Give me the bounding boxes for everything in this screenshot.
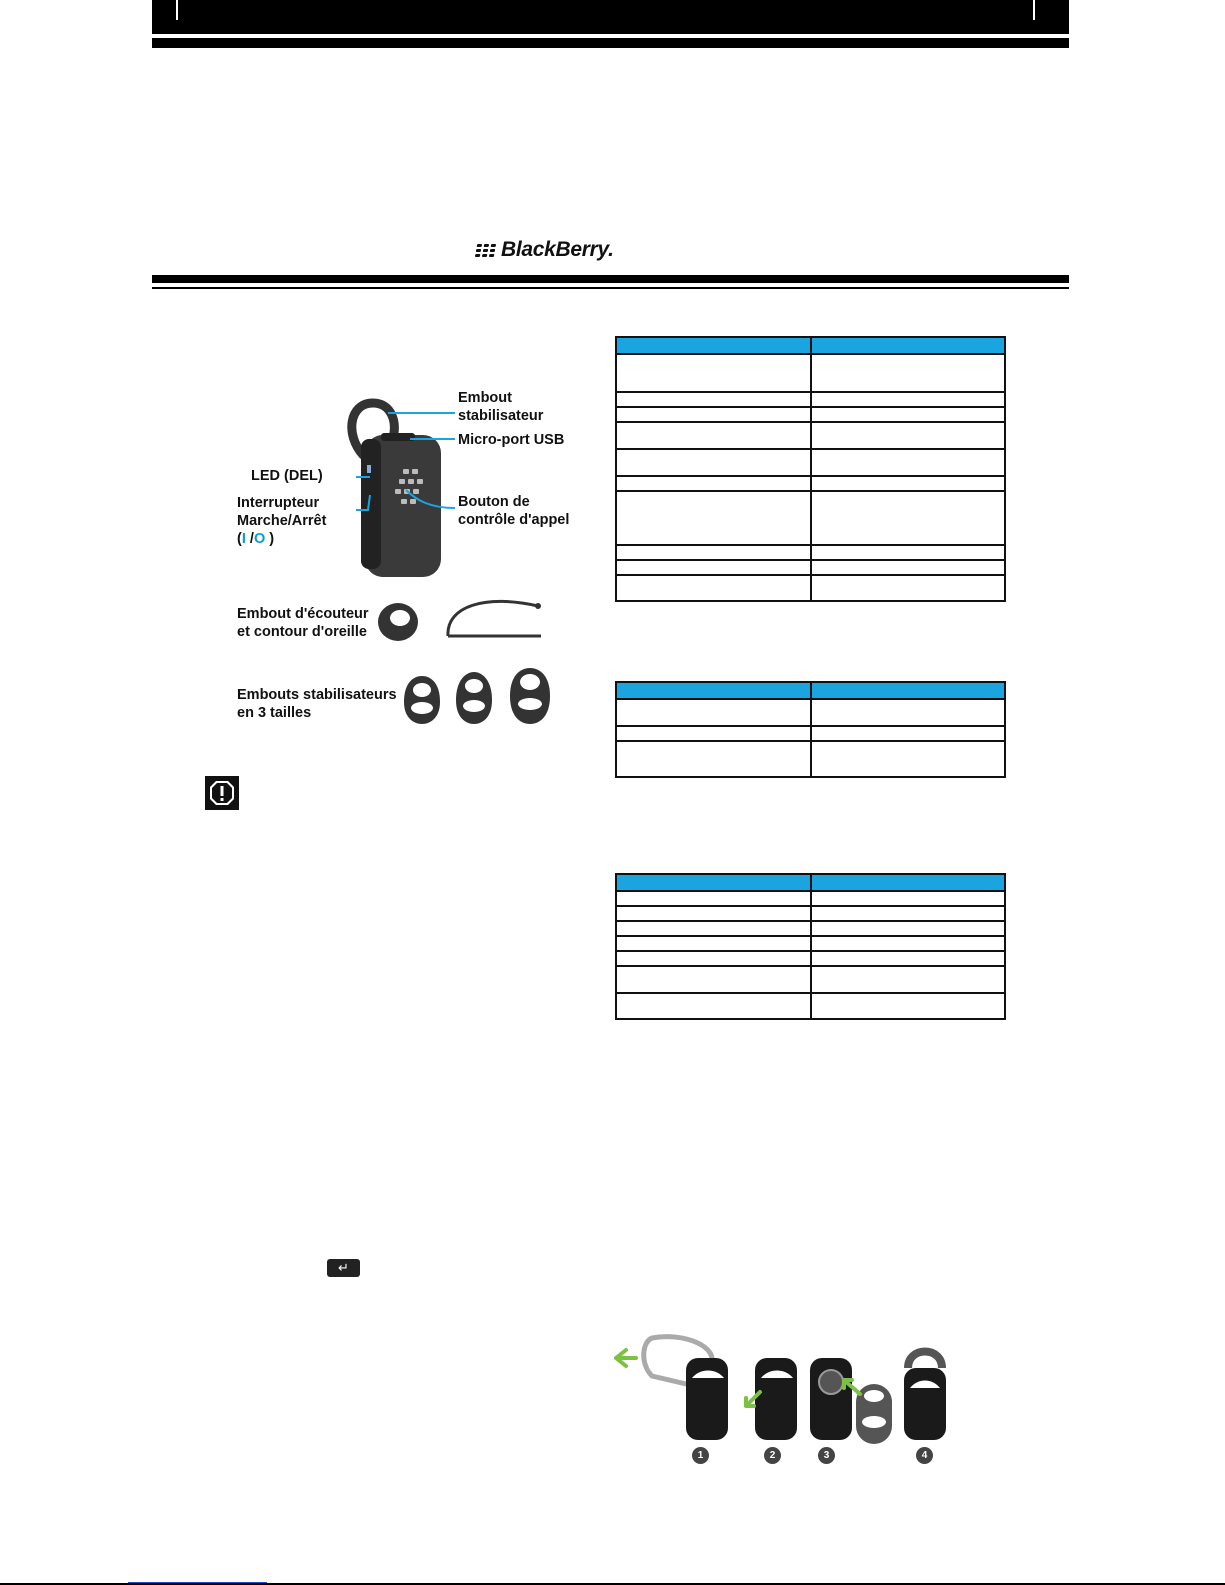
label-embouts-tailles: Embouts stabilisateurs en 3 tailles	[237, 687, 397, 721]
spec-table-1	[615, 336, 1006, 602]
ear-tip-and-ear-hook-illustration	[376, 596, 546, 644]
warning-icon	[205, 776, 239, 810]
stabilizer-tips-illustration	[400, 668, 552, 728]
ear-tip-steps-illustration	[612, 1328, 972, 1448]
label-led: LED (DEL)	[251, 468, 323, 484]
label-bouton-controle: Bouton de contrôle d'appel	[458, 494, 570, 528]
crop-mark	[1033, 0, 1035, 20]
brand-name: BlackBerry.	[501, 238, 614, 261]
step-number: 1	[692, 1447, 709, 1464]
step-number: 2	[764, 1447, 781, 1464]
step-number: 3	[818, 1447, 835, 1464]
top-rule	[152, 38, 1069, 48]
section-rule	[152, 275, 1069, 283]
label-embout-stabilisateur: Embout stabilisateur	[458, 390, 544, 424]
enter-key-icon: ↵	[327, 1259, 360, 1277]
step-number: 4	[916, 1447, 933, 1464]
label-interrupteur: Interrupteur Marche/Arrêt (I /O )	[237, 495, 327, 547]
blackberry-logo	[476, 238, 614, 262]
top-banner	[152, 0, 1069, 34]
bottom-link-underline[interactable]	[128, 1582, 267, 1583]
spec-table-3	[615, 873, 1006, 1020]
crop-mark	[176, 0, 178, 20]
label-micro-port-usb: Micro-port USB	[458, 432, 565, 448]
section-rule-thin	[152, 287, 1069, 289]
blackberry-logo-icon	[475, 244, 496, 257]
spec-table-2	[615, 681, 1006, 778]
label-embout-ecouteur: Embout d'écouteur et contour d'oreille	[237, 606, 369, 640]
leader-lines	[350, 405, 460, 525]
